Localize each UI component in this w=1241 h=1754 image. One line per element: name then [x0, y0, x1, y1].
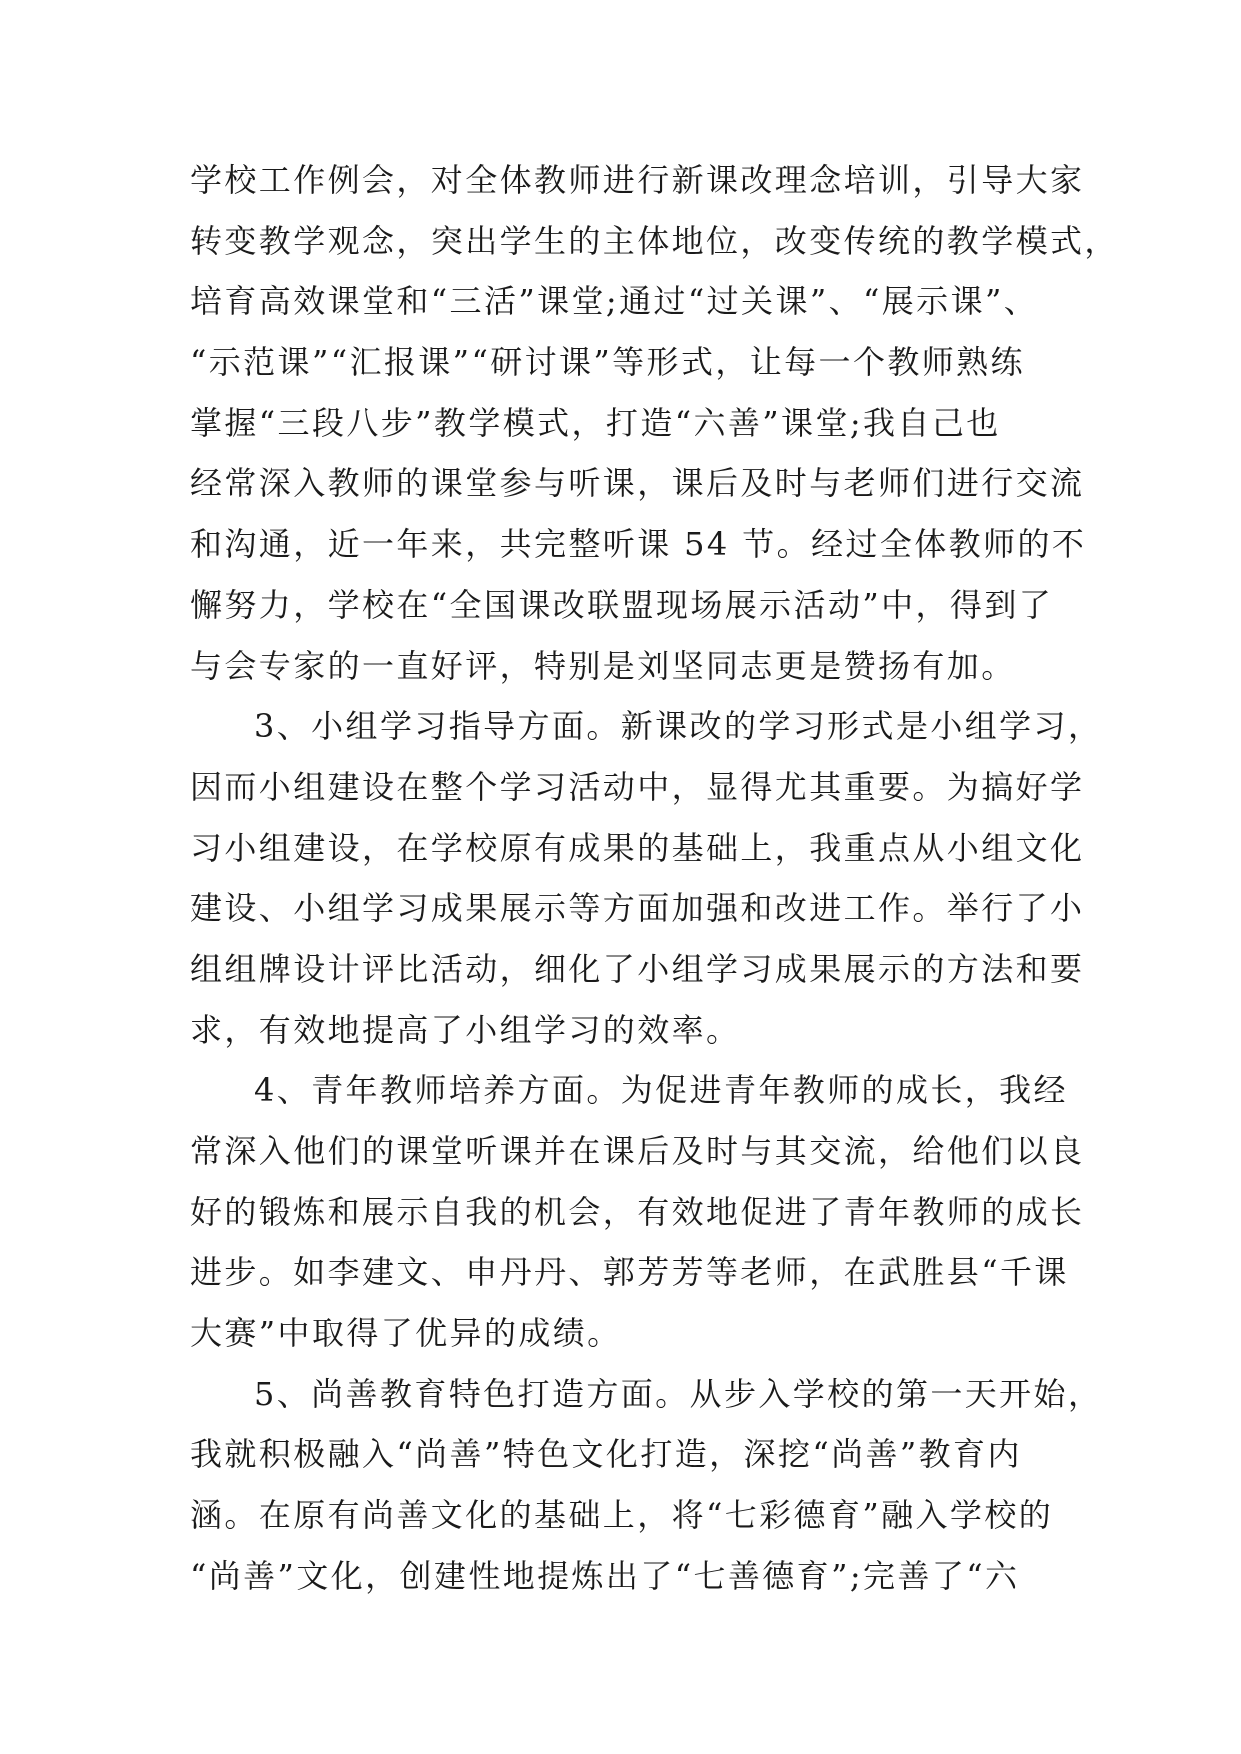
text-line: 培育高效课堂和“三活”课堂;通过“过关课”、“展示课”、 [190, 282, 1039, 321]
text-line: 5、尚善教育特色打造方面。从步入学校的第一天开始， [254, 1374, 1103, 1413]
text-line: 涵。在原有尚善文化的基础上，将“七彩德育”融入学校的 [190, 1496, 1054, 1535]
text-line: 习小组建设，在学校原有成果的基础上，我重点从小组文化 [190, 828, 1085, 867]
text-line: 3、小组学习指导方面。新课改的学习形式是小组学习， [254, 707, 1103, 746]
text-line: 和沟通，近一年来，共完整听课 54 节。经过全体教师的不 [190, 525, 1087, 564]
text-line: 常深入他们的课堂听课并在课后及时与其交流，给他们以良 [190, 1132, 1085, 1170]
text-line: 好的锻炼和展示自我的机会，有效地促进了青年教师的成长 [190, 1192, 1085, 1231]
text-line: 4、青年教师培养方面。为促进青年教师的成长，我经 [254, 1071, 1068, 1110]
text-line: 我就积极融入“尚善”特色文化打造，深挖“尚善”教育内 [190, 1435, 1022, 1474]
text-line: “尚善”文化，创建性地提炼出了“七善德育”;完善了“六 [190, 1556, 1020, 1595]
text-line: “示范课”“汇报课”“研讨课”等形式，让每一个教师熟练 [190, 343, 1025, 382]
text-line: 组组牌设计评比活动，细化了小组学习成果展示的方法和要 [190, 949, 1085, 988]
text-line: 大赛”中取得了优异的成绩。 [190, 1314, 622, 1353]
text-line: 与会专家的一直好评，特别是刘坚同志更是赞扬有加。 [190, 646, 1016, 685]
text-line: 进步。如李建文、申丹丹、郭芳芳等老师，在武胜县“千课 [190, 1253, 1069, 1292]
text-line: 经常深入教师的课堂参与听课，课后及时与老师们进行交流 [190, 464, 1085, 503]
text-line: 建设、小组学习成果展示等方面加强和改进工作。举行了小 [190, 889, 1085, 928]
body-text [190, 150, 1119, 1607]
text-line: 懈努力，学校在“全国课改联盟现场展示活动”中，得到了 [190, 585, 1054, 624]
text-line: 学校工作例会，对全体教师进行新课改理念培训，引导大家 [190, 161, 1085, 199]
text-line: 掌握“三段八步”教学模式，打造“六善”课堂;我自己也 [190, 403, 1001, 442]
text-line: 求，有效地提高了小组学习的效率。 [190, 1010, 741, 1049]
text-line: 因而小组建设在整个学习活动中，显得尤其重要。为搞好学 [190, 767, 1085, 806]
text-line: 转变教学观念，突出学生的主体地位，改变传统的教学模式， [190, 221, 1119, 260]
